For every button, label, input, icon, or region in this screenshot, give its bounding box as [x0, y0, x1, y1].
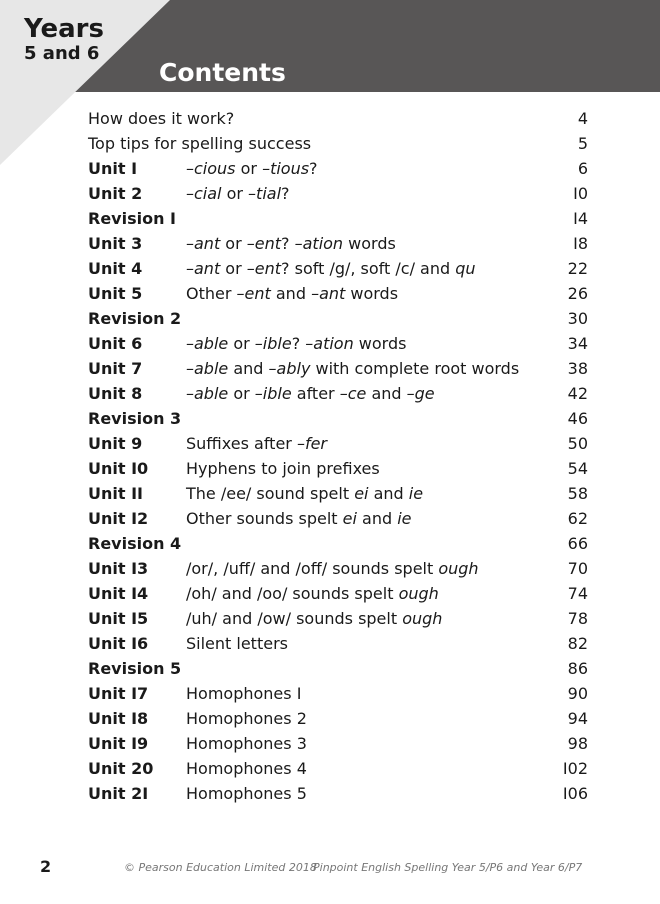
- toc-entry-label: Unit 6: [88, 334, 143, 353]
- toc-entry-label: Unit I3: [88, 559, 149, 578]
- toc-entry-title: [186, 606, 442, 631]
- toc-row: [88, 631, 588, 656]
- toc-row: [88, 556, 588, 581]
- toc-title-segment: and: [356, 509, 398, 528]
- toc-title-segment: ?: [281, 184, 290, 203]
- table-of-contents: [88, 106, 588, 806]
- toc-title-segment: ?: [291, 334, 306, 353]
- toc-row: [88, 456, 588, 481]
- toc-title-segment: Homophones I: [186, 684, 302, 703]
- toc-title-segment: –ge: [406, 384, 435, 403]
- toc-page-number: 94: [567, 709, 588, 728]
- toc-row: [88, 356, 588, 381]
- footer-page-number: 2: [40, 857, 52, 876]
- toc-entry-title: [186, 756, 307, 781]
- toc-title-segment: –ant: [186, 234, 221, 253]
- toc-title-segment: Other: [186, 284, 237, 303]
- toc-title-segment: ie: [397, 509, 412, 528]
- toc-title-segment: Homophones 2: [186, 709, 307, 728]
- toc-row: [88, 131, 588, 156]
- toc-row: [88, 606, 588, 631]
- toc-title-segment: –able: [186, 384, 229, 403]
- toc-page-number: I02: [562, 759, 588, 778]
- toc-title-segment: –fer: [296, 434, 328, 453]
- toc-page-number: 58: [567, 484, 588, 503]
- toc-entry-title: [186, 256, 476, 281]
- toc-title-segment: /or/, /uff/ and /off/ sounds spelt: [186, 559, 439, 578]
- toc-title-segment: /uh/ and /ow/ sounds spelt: [186, 609, 403, 628]
- toc-title-segment: –tious: [262, 159, 310, 178]
- toc-page-number: 38: [567, 359, 588, 378]
- toc-entry-title: [186, 381, 435, 406]
- toc-page-number: 46: [567, 409, 588, 428]
- toc-entry-label: Unit 7: [88, 359, 143, 378]
- toc-title-segment: ?: [281, 234, 295, 253]
- toc-row: [88, 706, 588, 731]
- toc-title-segment: or: [235, 159, 263, 178]
- toc-page-number: 82: [567, 634, 588, 653]
- toc-entry-label: Unit 5: [88, 284, 143, 303]
- toc-title-segment: or: [228, 384, 255, 403]
- toc-title-segment: qu: [455, 259, 476, 278]
- toc-entry-label: Revision 2: [88, 309, 182, 328]
- toc-title-segment: ough: [402, 609, 443, 628]
- toc-page-number: 86: [567, 659, 588, 678]
- toc-entry-title: [186, 681, 301, 706]
- toc-page-number: 34: [567, 334, 588, 353]
- toc-title-segment: –ant: [311, 284, 346, 303]
- toc-entry-label: Unit I9: [88, 734, 149, 753]
- toc-row: [88, 481, 588, 506]
- toc-title-segment: /oh/ and /oo/ sounds spelt: [186, 584, 399, 603]
- toc-entry-title: [186, 431, 327, 456]
- toc-entry-label: Unit 3: [88, 234, 143, 253]
- toc-entry-label: Revision 3: [88, 409, 182, 428]
- toc-entry-title: [186, 281, 398, 306]
- toc-title-segment: words: [353, 334, 407, 353]
- toc-title-segment: Homophones 3: [186, 734, 307, 753]
- toc-title-segment: –cial: [186, 184, 222, 203]
- toc-title-segment: ough: [438, 559, 479, 578]
- toc-entry-title: [186, 331, 406, 356]
- toc-title-segment: Silent letters: [186, 634, 288, 653]
- toc-entry-label: How does it work?: [88, 109, 235, 128]
- toc-title-segment: –able: [186, 359, 229, 378]
- toc-entry-title: [186, 456, 380, 481]
- toc-entry-label: Unit I5: [88, 609, 149, 628]
- toc-entry-label: Unit 4: [88, 259, 143, 278]
- toc-row: [88, 206, 588, 231]
- toc-entry-label: Unit I4: [88, 584, 149, 603]
- toc-title-segment: and: [228, 359, 269, 378]
- toc-page-number: 62: [567, 509, 588, 528]
- toc-title-segment: Other sounds spelt: [186, 509, 343, 528]
- toc-row: [88, 406, 588, 431]
- toc-entry-label: Unit 20: [88, 759, 154, 778]
- toc-title-segment: –ce: [339, 384, 367, 403]
- toc-page-number: 66: [567, 534, 588, 553]
- toc-title-segment: or: [220, 259, 247, 278]
- toc-page-number: 30: [567, 309, 588, 328]
- toc-entry-title: [186, 506, 412, 531]
- toc-row: [88, 581, 588, 606]
- toc-page-number: 22: [567, 259, 588, 278]
- toc-title-segment: –ible: [254, 334, 292, 353]
- years-title: Years: [24, 14, 104, 44]
- toc-title-segment: and: [366, 384, 407, 403]
- toc-page-number: 78: [567, 609, 588, 628]
- toc-title-segment: Homophones 4: [186, 759, 307, 778]
- toc-title-segment: ei: [342, 509, 357, 528]
- toc-entry-label: Unit 2: [88, 184, 143, 203]
- toc-page-number: 74: [567, 584, 588, 603]
- toc-title-segment: words: [345, 284, 399, 303]
- toc-row: [88, 331, 588, 356]
- toc-entry-label: Unit I8: [88, 709, 149, 728]
- toc-page-number: 26: [567, 284, 588, 303]
- toc-page-number: I8: [573, 234, 588, 253]
- toc-title-segment: Hyphens to join prefixes: [186, 459, 380, 478]
- toc-title-segment: and: [270, 284, 312, 303]
- toc-page-number: 42: [567, 384, 588, 403]
- toc-entry-label: Unit I: [88, 159, 138, 178]
- toc-page-number: 4: [577, 109, 588, 128]
- toc-row: [88, 381, 588, 406]
- toc-row: [88, 656, 588, 681]
- toc-entry-title: [186, 356, 519, 381]
- toc-title-segment: –ent: [236, 284, 271, 303]
- toc-title-segment: Homophones 5: [186, 784, 307, 803]
- toc-row: [88, 231, 588, 256]
- page-title: Contents: [159, 58, 286, 87]
- toc-page-number: 54: [567, 459, 588, 478]
- toc-title-segment: after: [291, 384, 340, 403]
- toc-entry-title: [186, 231, 396, 256]
- toc-entry-label: Unit I7: [88, 684, 149, 703]
- toc-row: [88, 281, 588, 306]
- toc-title-segment: –ible: [254, 384, 292, 403]
- toc-title-segment: ie: [408, 484, 424, 503]
- toc-entry-label: Revision I: [88, 209, 176, 228]
- toc-entry-label: Unit I6: [88, 634, 149, 653]
- toc-title-segment: –ent: [246, 259, 282, 278]
- toc-row: [88, 306, 588, 331]
- toc-entry-label: Unit II: [88, 484, 143, 503]
- toc-entry-label: Unit I0: [88, 459, 149, 478]
- toc-entry-label: Unit 9: [88, 434, 143, 453]
- toc-row: [88, 731, 588, 756]
- toc-page-number: I0: [573, 184, 588, 203]
- toc-entry-title: [186, 181, 290, 206]
- toc-entry-label: Revision 4: [88, 534, 182, 553]
- toc-page-number: 70: [567, 559, 588, 578]
- toc-title-segment: ? soft /g/, soft /c/ and: [281, 259, 456, 278]
- toc-title-segment: or: [228, 334, 255, 353]
- toc-entry-title: [186, 481, 423, 506]
- toc-title-segment: ?: [309, 159, 318, 178]
- toc-entry-title: [186, 781, 307, 806]
- toc-title-segment: ei: [354, 484, 369, 503]
- toc-row: [88, 156, 588, 181]
- toc-title-segment: Suffixes after: [186, 434, 297, 453]
- toc-row: [88, 781, 588, 806]
- toc-page-number: 90: [567, 684, 588, 703]
- toc-row: [88, 181, 588, 206]
- toc-title-segment: –tial: [248, 184, 282, 203]
- toc-row: [88, 756, 588, 781]
- toc-row: [88, 256, 588, 281]
- footer-book-title: Pinpoint English Spelling Year 5/P6 and Year 6/P7: [313, 861, 583, 874]
- toc-title-segment: ough: [398, 584, 439, 603]
- toc-title-segment: –ably: [268, 359, 311, 378]
- toc-title-segment: or: [221, 184, 249, 203]
- toc-page-number: 6: [577, 159, 588, 178]
- toc-page-number: I06: [562, 784, 588, 803]
- toc-title-segment: with complete root words: [310, 359, 520, 378]
- toc-title-segment: The /ee/ sound spelt: [186, 484, 355, 503]
- toc-page-number: 5: [577, 134, 588, 153]
- toc-row: [88, 106, 588, 131]
- toc-entry-label: Unit 8: [88, 384, 143, 403]
- toc-entry-title: [186, 631, 288, 656]
- toc-title-segment: or: [220, 234, 247, 253]
- toc-title-segment: –cious: [186, 159, 236, 178]
- toc-page-number: 50: [567, 434, 588, 453]
- toc-title-segment: and: [368, 484, 409, 503]
- toc-row: [88, 431, 588, 456]
- toc-row: [88, 531, 588, 556]
- toc-title-segment: –ent: [246, 234, 282, 253]
- toc-title-segment: –ation: [294, 234, 344, 253]
- footer-copyright: © Pearson Education Limited 2018: [124, 861, 317, 874]
- toc-row: [88, 681, 588, 706]
- toc-entry-title: [186, 556, 479, 581]
- toc-title-segment: –ant: [186, 259, 221, 278]
- toc-row: [88, 506, 588, 531]
- years-subtitle: 5 and 6: [24, 43, 100, 64]
- toc-entry-title: [186, 706, 307, 731]
- toc-page-number: 98: [567, 734, 588, 753]
- toc-page-number: I4: [573, 209, 588, 228]
- toc-entry-title: [186, 581, 439, 606]
- toc-title-segment: –ation: [305, 334, 354, 353]
- toc-title-segment: –able: [186, 334, 229, 353]
- toc-entry-label: Unit 2I: [88, 784, 149, 803]
- toc-entry-label: Top tips for spelling success: [88, 134, 312, 153]
- toc-entry-label: Revision 5: [88, 659, 182, 678]
- toc-entry-title: [186, 731, 307, 756]
- toc-entry-title: [186, 156, 318, 181]
- toc-title-segment: words: [343, 234, 396, 253]
- toc-entry-label: Unit I2: [88, 509, 149, 528]
